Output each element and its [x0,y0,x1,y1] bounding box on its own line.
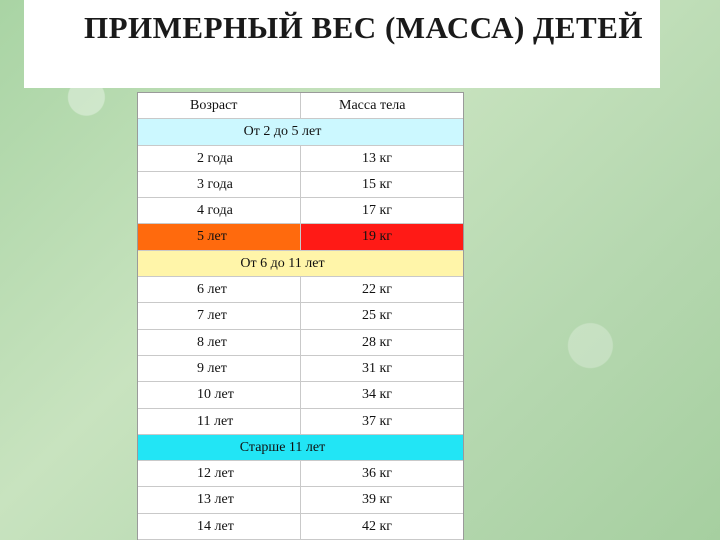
age-cell: 13 лет [138,487,301,512]
table-row [138,330,463,356]
age-cell: 11 лет [138,409,301,434]
table-row [138,277,463,303]
group-label: Старше 11 лет [239,439,326,455]
age-cell: 9 лет [138,356,301,381]
age-cell: 8 лет [138,330,301,355]
table-row [138,461,463,487]
table-row [138,224,463,250]
mass-cell: 13 кг [362,150,393,166]
table-row [138,198,463,224]
table-row [138,356,463,382]
mass-cell: 28 кг [362,334,393,350]
age-cell: 14 лет [138,514,301,539]
mass-cell: 22 кг [362,282,393,298]
weight-table [137,92,464,540]
table-row [138,303,463,329]
table-row [138,172,463,198]
mass-cell: 34 кг [362,387,393,403]
group-label: От 6 до 11 лет [240,255,325,271]
mass-cell: 17 кг [362,203,393,219]
table-body [138,119,463,540]
table-row [138,409,463,435]
slide-title: ПРИМЕРНЫЙ ВЕС (МАССА) ДЕТЕЙ [84,10,644,45]
group-row [138,435,463,461]
age-cell: 7 лет [138,303,301,328]
group-row [138,119,463,145]
header-age: Возраст [138,93,301,118]
group-row [138,251,463,277]
table-row [138,514,463,540]
age-cell: 2 года [138,146,301,171]
mass-cell: 31 кг [362,360,393,376]
mass-cell: 19 кг [301,224,463,249]
table-header-row [138,93,463,119]
age-cell: 5 лет [138,224,301,249]
age-cell: 6 лет [138,277,301,302]
mass-cell: 15 кг [362,176,393,192]
table-row [138,487,463,513]
title-box [24,0,660,88]
mass-cell: 37 кг [362,413,393,429]
table-row [138,382,463,408]
header-mass: Масса тела [339,98,406,113]
age-cell: 12 лет [138,461,301,486]
group-label: От 2 до 5 лет [243,124,322,140]
table-row [138,146,463,172]
age-cell: 10 лет [138,382,301,407]
age-cell: 4 года [138,198,301,223]
mass-cell: 42 кг [362,518,393,534]
mass-cell: 39 кг [362,492,393,508]
mass-cell: 36 кг [362,466,393,482]
mass-cell: 25 кг [362,308,393,324]
age-cell: 3 года [138,172,301,197]
